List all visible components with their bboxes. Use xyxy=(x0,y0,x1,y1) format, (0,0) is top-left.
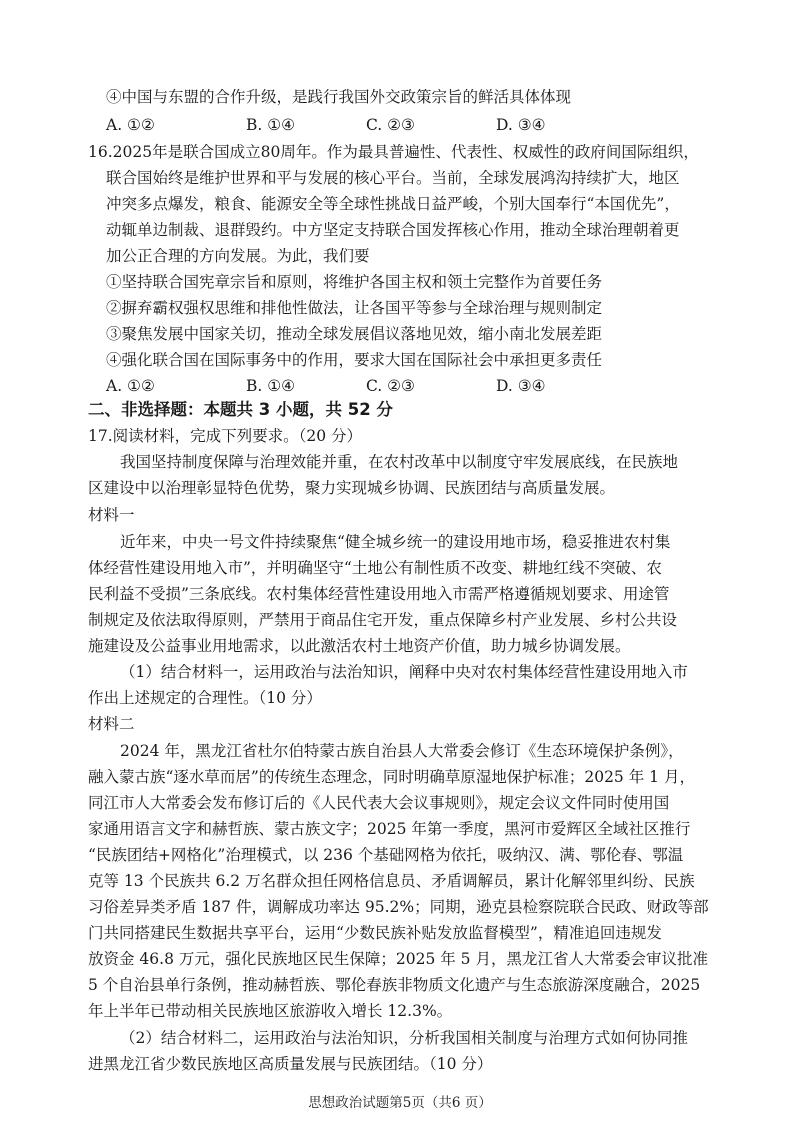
material-2-line: 家通用语言文字和赫哲族、蒙古族文字；2025 年第一季度，黑河市爱辉区全域社区推行 xyxy=(88,820,691,838)
q16-stem-line: 加公正合理的方向发展。为此，我们要 xyxy=(106,247,370,265)
q16-stem-line: 联合国始终是维护世界和平与发展的核心平台。当前，全球发展鸿沟持续扩大，地区 xyxy=(106,169,680,187)
q15-option-d: D. ③④ xyxy=(496,116,546,134)
sub-question-2: （2）结合材料二，运用政治与法治知识，分析我国相关制度与治理方式如何协同推 xyxy=(120,1029,688,1047)
q16-option-a: A. ①② xyxy=(106,377,155,395)
q16-item-3: ③聚焦发展中国家关切，推动全球发展倡议落地见效，缩小南北发展差距 xyxy=(106,325,603,343)
q16-option-b: B. ①④ xyxy=(246,377,296,395)
material-1-line: 施建设及公益事业用地需求，以此激活农村土地资产价值，助力城乡协调发展。 xyxy=(88,637,631,655)
q17-intro-line: 我国坚持制度保障与治理效能并重，在农村改革中以制度守牢发展底线，在民族地 xyxy=(120,453,679,471)
material-1-line: 体经营性建设用地入市”，并明确坚守“土地公有制性质不改变、耕地红线不突破、农 xyxy=(88,559,662,577)
q15-option-b: B. ①④ xyxy=(246,116,296,134)
q16-option-d: D. ③④ xyxy=(496,377,546,395)
material-2-line: 5 个自治县单行条例，推动赫哲族、鄂伦春族非物质文化遗产与生态旅游深度融合，2025 xyxy=(88,976,701,994)
q15-item-4: ④中国与东盟的合作升级，是践行我国外交政策宗旨的鲜活具体体现 xyxy=(106,88,572,106)
q16-option-c: C. ②③ xyxy=(366,377,415,395)
sub-question-1: （1）结合材料一，运用政治与法治知识，阐释中央对农村集体经营性建设用地入市 xyxy=(120,663,688,681)
material-2-line: “民族团结+网格化”治理模式，以 236 个基础网格为依托，吸纳汉、满、鄂伦春、鄂温 xyxy=(88,846,684,864)
material-1-line: 近年来，中央一号文件持续聚焦“健全城乡统一的建设用地市场，稳妥推进农村集 xyxy=(120,533,671,551)
sub-question-2: 进黑龙江省少数民族地区高质量发展与民族团结。（10 分） xyxy=(88,1055,493,1073)
q16-options xyxy=(106,376,606,396)
material-1-label: 材料一 xyxy=(88,506,135,524)
material-2-line: 克等 13 个民族共 6.2 万名群众担任网格信息员、矛盾调解员，累计化解邻里纠纷、民族 xyxy=(88,872,695,890)
q16-stem-line: 动辄单边制裁、退群毁约。中方坚定支持联合国发挥核心作用，推动全球治理朝着更 xyxy=(106,221,680,239)
section-heading: 二、非选择题：本题共 3 小题，共 52 分 xyxy=(88,400,393,419)
q15-option-c: C. ②③ xyxy=(366,116,415,134)
material-2-line: 门共同搭建民生数据共享平台，运用“少数民族补贴发放监督模型”，精准追回违规发 xyxy=(88,924,662,942)
material-2-line: 习俗差异类矛盾 187 件，调解成功率达 95.2%；同期，逊克县检察院联合民政、财政等部 xyxy=(88,898,709,916)
sub-question-1: 作出上述规定的合理性。（10 分） xyxy=(88,689,322,707)
q16-item-4: ④强化联合国在国际事务中的作用，要求大国在国际社会中承担更多责任 xyxy=(106,351,603,369)
page-footer: 思想政治试题第5页（共6 页） xyxy=(308,1095,492,1111)
q15-option-a: A. ①② xyxy=(106,116,155,134)
material-2-line: 2024 年，黑龙江省杜尔伯特蒙古族自治县人大常委会修订《生态环境保护条例》， xyxy=(120,742,684,760)
q16-stem-line: 16.2025年是联合国成立80周年。作为最具普遍性、代表性、权威性的政府间国际组织， xyxy=(88,143,699,161)
material-1-line: 制规定及依法取得原则，严禁用于商品住宅开发，重点保障乡村产业发展、乡村公共设 xyxy=(88,611,678,629)
material-2-line: 同江市人大常委会发布修订后的《人民代表大会议事规则》，规定会议文件同时使用国 xyxy=(88,794,670,812)
material-1-line: 民利益不受损”三条底线。农村集体经营性建设用地入市需严格遵循规划要求、用途管 xyxy=(88,585,670,603)
q16-stem-line: 冲突多点爆发，粮食、能源安全等全球性挑战日益严峻，个别大国奉行“本国优先”， xyxy=(106,195,680,213)
q17-title: 17.阅读材料，完成下列要求。（20 分） xyxy=(88,427,363,445)
material-2-line: 放资金 46.8 万元，强化民族地区民生保障；2025 年 5 月，黑龙江省人大常委会审议批准 xyxy=(88,950,708,968)
material-2-line: 年上半年已带动相关民族地区旅游收入增长 12.3%。 xyxy=(88,1002,453,1020)
q16-item-1: ①坚持联合国宪章宗旨和原则，将维护各国主权和领土完整作为首要任务 xyxy=(106,273,603,291)
material-2-line: 融入蒙古族“逐水草而居”的传统生态理念，同时明确草原湿地保护标准；2025 年 1 月， xyxy=(88,768,695,786)
q15-options xyxy=(106,115,606,135)
q16-item-2: ②摒弃霸权强权思维和排他性做法，让各国平等参与全球治理与规则制定 xyxy=(106,299,603,317)
q17-intro-line: 区建设中以治理彰显特色优势，聚力实现城乡协调、民族团结与高质量发展。 xyxy=(88,479,616,497)
material-2-label: 材料二 xyxy=(88,715,135,733)
